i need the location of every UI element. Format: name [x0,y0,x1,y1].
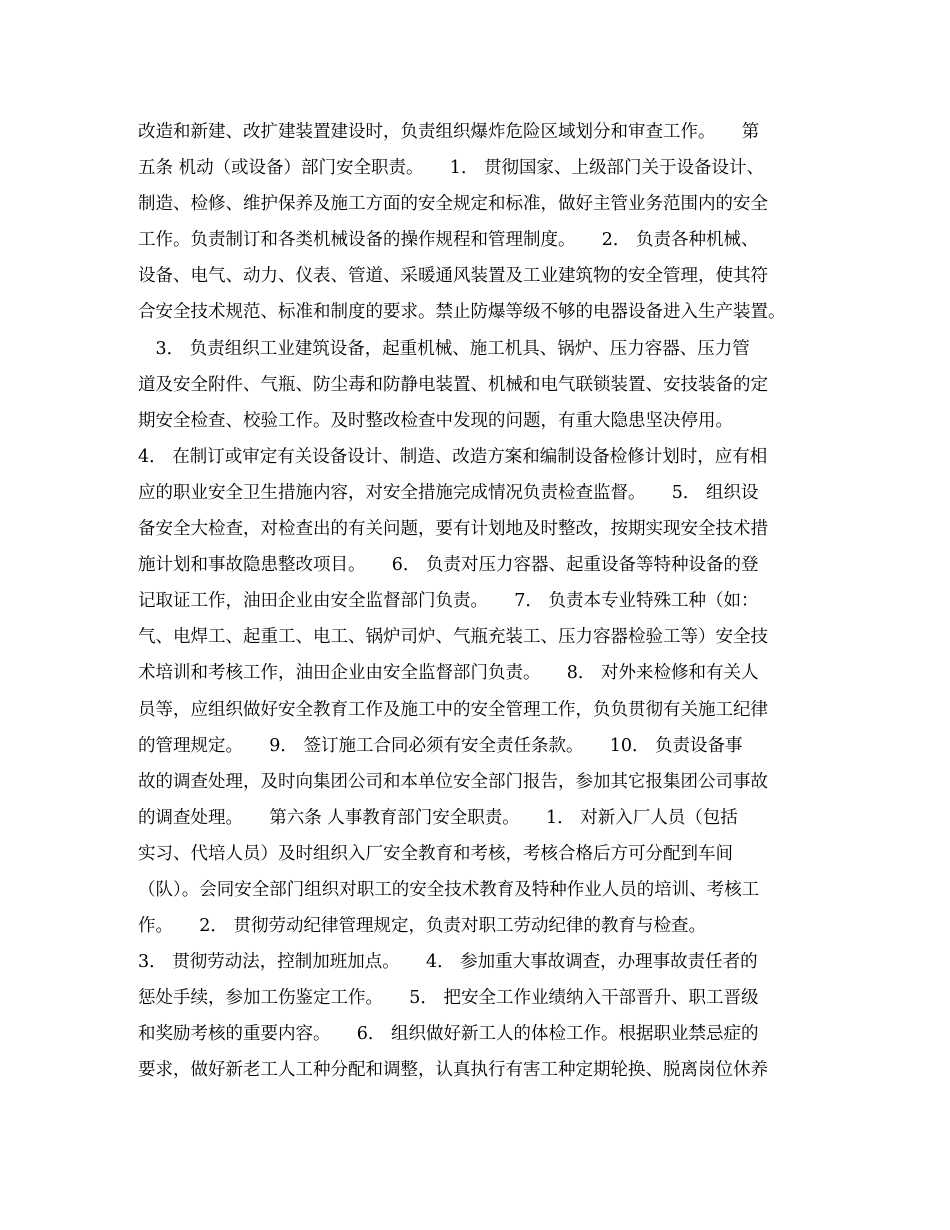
text-line: 记取证工作，油田企业由安全监督部门负责。 7． 负责本专业特殊工种（如： [138,591,759,612]
body-text [138,114,828,1089]
text-line: 五条 机动（或设备）部门安全职责。 1． 贯彻国家、上级部门关于设备设计、 [138,158,765,179]
text-line: 员等，应组织做好安全教育工作及施工中的安全管理工作，负负贯彻有关施工纪律 [138,699,768,720]
text-line: 3． 贯彻劳动法，控制加班加点。 4． 参加重大事故调查，办理事故责任者的 [138,952,758,973]
text-line: 要求，做好新老工人工种分配和调整，认真执行有害工种定期轮换、脱离岗位休养 [138,1060,768,1081]
text-line: 的管理规定。 9． 签订施工合同必须有安全责任条款。 10． 负责设备事 [138,735,743,756]
text-line: 工作。负责制订和各类机械设备的操作规程和管理制度。 2． 负责各种机械、 [138,230,759,251]
text-line: 改造和新建、改扩建装置建设时，负责组织爆炸危险区域划分和审查工作。 第 [138,122,760,142]
text-line: 3． 负责组织工业建筑设备，起重机械、施工机具、锅炉、压力容器、压力管 [138,338,750,359]
text-line: 实习、代培人员）及时组织入厂安全教育和考核，考核合格后方可分配到车间 [138,843,733,864]
text-line: 4． 在制订或审定有关设备设计、制造、改造方案和编制设备检修计划时，应有相 [138,446,768,467]
text-line: 故的调查处理，及时向集团公司和本单位安全部门报告，参加其它报集团公司事故 [138,771,768,792]
text-line: 惩处手续，参加工伤鉴定工作。 5． 把安全工作业绩纳入干部晋升、职工晋级 [138,988,759,1009]
text-line: 期安全检查、校验工作。及时整改检查中发现的问题，有重大隐患坚决停用。 [138,410,742,431]
text-line: 备安全大检查，对检查出的有关问题，要有计划地及时整改，按期实现安全技术措 [138,519,768,540]
text-line: 气、电焊工、起重工、电工、锅炉司炉、气瓶充装工、压力容器检验工等）安全技 [138,627,768,648]
text-line: 制造、检修、维护保养及施工方面的安全规定和标准，做好主管业务范围内的安全 [138,194,768,215]
text-line: 的调查处理。 第六条 人事教育部门安全职责。 1． 对新入厂人员（包括 [138,807,738,828]
text-line: 术培训和考核工作，油田企业由安全监督部门负责。 8． 对外来检修和有关人 [138,663,759,684]
text-line: 应的职业安全卫生措施内容，对安全措施完成情况负责检查监督。 5． 组织设 [138,482,759,503]
text-line: 合安全技术规范、标准和制度的要求。禁止防爆等级不够的电器设备进入生产装置。 [138,302,786,323]
text-line: （队）。会同安全部门组织对职工的安全技术教育及特种作业人员的培训、考核工 [138,879,760,900]
text-line: 和奖励考核的重要内容。 6． 组织做好新工人的体检工作。根据职业禁忌症的 [138,1024,759,1045]
text-line: 道及安全附件、气瓶、防尘毒和防静电装置、机械和电气联锁装置、安技装备的定 [138,374,768,395]
text-line: 作。 2． 贯彻劳动纪律管理规定，负责对职工劳动纪律的教育与检查。 [138,916,715,937]
text-line: 设备、电气、动力、仪表、管道、采暖通风装置及工业建筑物的安全管理，使其符 [138,266,768,287]
text-line: 施计划和事故隐患整改项目。 6． 负责对压力容器、起重设备等特种设备的登 [138,555,759,576]
